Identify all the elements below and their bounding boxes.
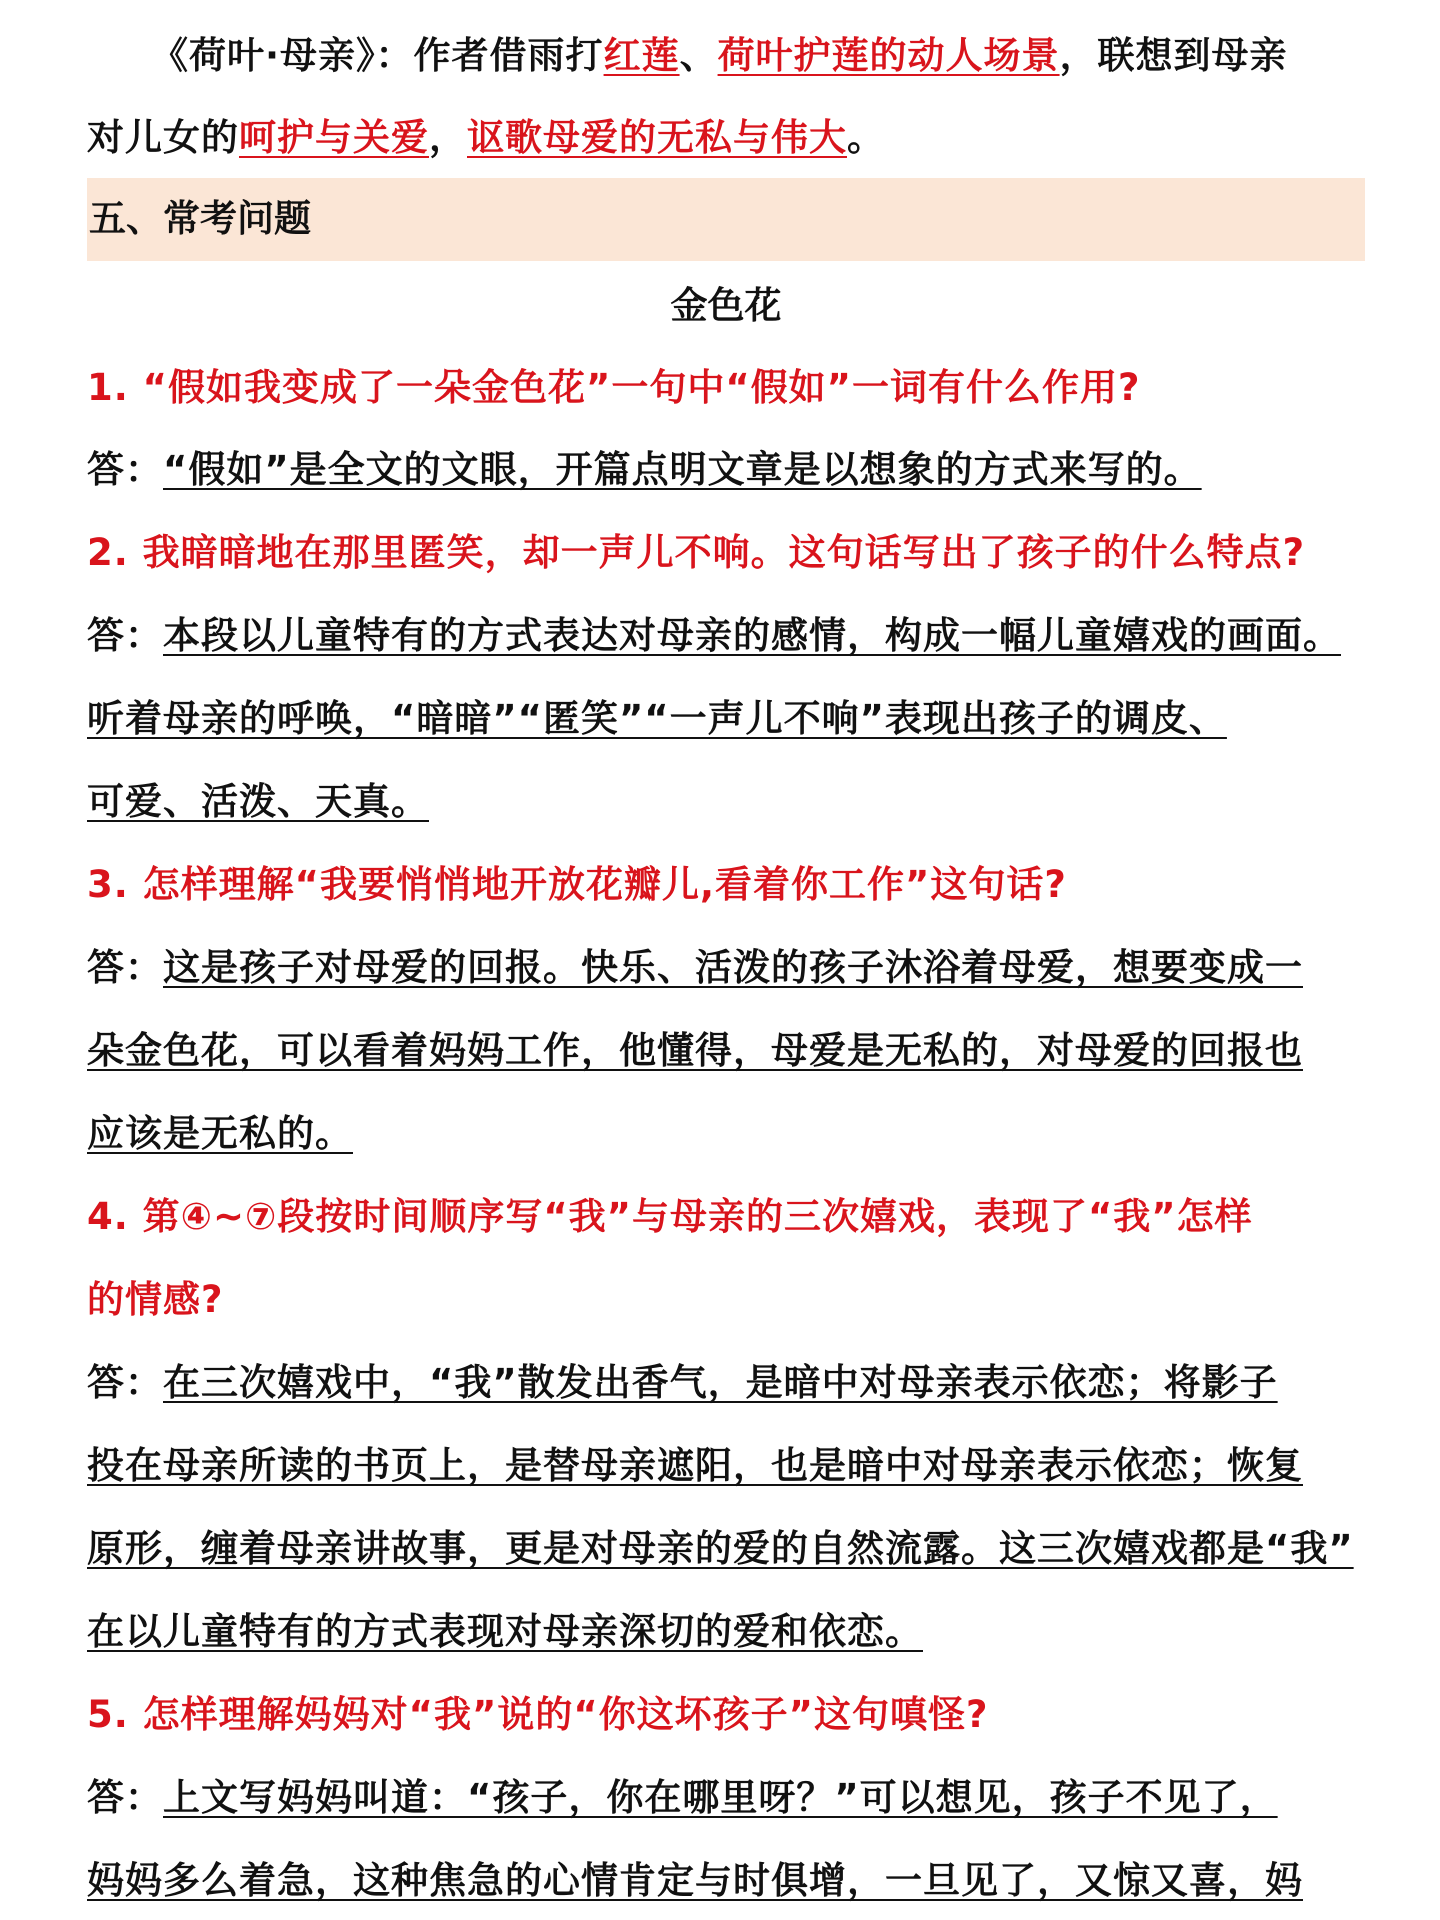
answer-1-line-1 bbox=[87, 444, 1202, 496]
punct: 。 bbox=[847, 116, 885, 159]
question-4-line-2: 的情感? bbox=[87, 1278, 224, 1321]
intro-text: 《荷叶·母亲》：作者借雨打 bbox=[151, 34, 604, 77]
answer-4-line-2: 投在母亲所读的书页上，是替母亲遮阳，也是暗中对母亲表示依恋；恢复 bbox=[87, 1444, 1303, 1487]
answer-label: 答： bbox=[87, 946, 163, 989]
punct: ， bbox=[429, 116, 467, 159]
answer-3-line-3: 应该是无私的。 bbox=[87, 1112, 353, 1155]
answer-4-line-3: 原形，缠着母亲讲故事，更是对母亲的爱的自然流露。这三次嬉戏都是“我” bbox=[87, 1527, 1354, 1570]
section-header bbox=[87, 178, 1365, 261]
intro-text: 对儿女的 bbox=[87, 116, 239, 159]
answer-2-line-2: 听着母亲的呼唤，“暗暗”“匿笑”“一声儿不响”表现出孩子的调皮、 bbox=[87, 697, 1227, 740]
answer-5-line-1 bbox=[87, 1772, 1278, 1824]
question-4-line-1: 4. 第④~⑦段按时间顺序写“我”与母亲的三次嬉戏，表现了“我”怎样 bbox=[87, 1195, 1253, 1238]
intro-line-1 bbox=[87, 30, 1288, 82]
question-2: 2. 我暗暗地在那里匿笑，却一声儿不响。这句话写出了孩子的什么特点? bbox=[87, 531, 1306, 574]
highlight-care: 呵护与关爱 bbox=[239, 116, 429, 159]
answer-text: 这是孩子对母爱的回报。快乐、活泼的孩子沐浴着母爱，想要变成一 bbox=[163, 946, 1303, 989]
answer-2-line-3: 可爱、活泼、天真。 bbox=[87, 780, 429, 823]
question-5: 5. 怎样理解妈妈对“我”说的“你这坏孩子”这句嗔怪? bbox=[87, 1693, 989, 1736]
answer-text: “假如”是全文的文眼，开篇点明文章是以想象的方式来写的。 bbox=[163, 448, 1202, 491]
intro-text: ，联想到母亲 bbox=[1059, 34, 1288, 77]
answer-4-line-4: 在以儿童特有的方式表现对母亲深切的爱和依恋。 bbox=[87, 1610, 923, 1653]
answer-label: 答： bbox=[87, 614, 163, 657]
question-3: 3. 怎样理解“我要悄悄地开放花瓣儿,看着你工作”这句话? bbox=[87, 863, 1067, 906]
section-title: 五、常考问题 bbox=[89, 197, 311, 240]
answer-label: 答： bbox=[87, 448, 163, 491]
question-1: 1. “假如我变成了一朵金色花”一句中“假如”一词有什么作用? bbox=[87, 366, 1141, 409]
highlight-red-lotus: 红莲 bbox=[603, 34, 680, 77]
answer-3-line-2: 朵金色花，可以看着妈妈工作，他懂得，母爱是无私的，对母爱的回报也 bbox=[87, 1029, 1303, 1072]
answer-5-line-2: 妈妈多么着急，这种焦急的心情肯定与时俱增，一旦见了，又惊又喜，妈 bbox=[87, 1859, 1303, 1902]
answer-text: 在三次嬉戏中，“我”散发出香气，是暗中对母亲表示依恋；将影子 bbox=[163, 1361, 1278, 1404]
punct: 、 bbox=[679, 34, 718, 77]
answer-label: 答： bbox=[87, 1361, 163, 1404]
answer-3-line-1 bbox=[87, 942, 1303, 994]
answer-text: 本段以儿童特有的方式表达对母亲的感情，构成一幅儿童嬉戏的画面。 bbox=[163, 614, 1341, 657]
answer-4-line-1 bbox=[87, 1357, 1278, 1409]
answer-text: 上文写妈妈叫道：“孩子，你在哪里呀？”可以想见，孩子不见了， bbox=[163, 1776, 1278, 1819]
poem-title: 金色花 bbox=[670, 284, 782, 327]
answer-label: 答： bbox=[87, 1776, 163, 1819]
answer-2-line-1 bbox=[87, 610, 1341, 662]
highlight-lotus-scene: 荷叶护莲的动人场景 bbox=[717, 34, 1060, 77]
highlight-praise: 讴歌母爱的无私与伟大 bbox=[467, 116, 847, 159]
intro-line-2 bbox=[87, 112, 885, 164]
